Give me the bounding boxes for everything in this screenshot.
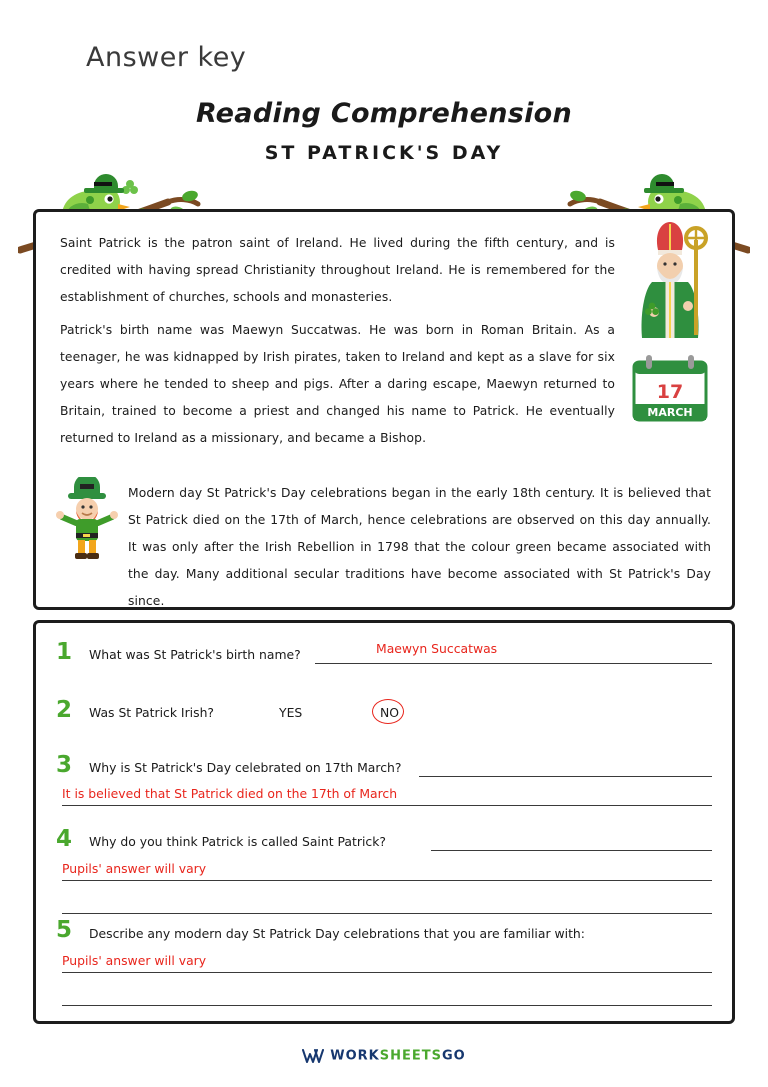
question-1-answer-line[interactable] bbox=[315, 663, 712, 664]
page-title: Answer key bbox=[86, 42, 247, 73]
question-2-option-yes[interactable]: YES bbox=[279, 705, 303, 720]
footer-brand-ork: ORK bbox=[345, 1048, 380, 1064]
worksheet-header bbox=[0, 80, 768, 198]
leprechaun-icon bbox=[54, 477, 120, 563]
worksheetsgo-logo-icon bbox=[302, 1048, 324, 1064]
question-2-number: 2 bbox=[56, 697, 73, 723]
saint-patrick-icon bbox=[624, 220, 716, 340]
worksheet-subtitle: ST PATRICK'S DAY bbox=[264, 142, 504, 164]
calendar-month-text: MARCH bbox=[647, 406, 693, 419]
question-5-answer-line-1[interactable] bbox=[62, 972, 712, 973]
question-4-number: 4 bbox=[56, 826, 73, 852]
calendar-icon bbox=[630, 352, 710, 424]
question-3-answer-line-1[interactable] bbox=[419, 776, 712, 777]
question-4-answer[interactable]: Pupils' answer will vary bbox=[62, 861, 207, 876]
footer-brand-go: GO bbox=[441, 1048, 466, 1064]
calendar-day-text: 17 bbox=[656, 381, 684, 403]
question-4-text: Why do you think Patrick is called Saint Patrick? bbox=[89, 834, 386, 849]
question-1-text: What was St Patrick's birth name? bbox=[89, 647, 301, 662]
question-3-answer[interactable]: It is believed that St Patrick died on the 17th of March bbox=[62, 786, 398, 801]
passage-paragraph-2: Patrick's birth name was Maewyn Succatwas. He was born in Roman Britain. As a teenager, he was kidnapped by Irish pirates, taken to Ireland and kept as a slave for six years where he tended to sheep and pigs. After a daring escape, Maewyn returned to Britain, trained to become a priest and changed his name to Patrick. He eventually returned to Ireland as a missionary, and became a Bishop. bbox=[60, 323, 615, 445]
footer bbox=[0, 1048, 768, 1064]
question-2-text: Was St Patrick Irish? bbox=[89, 705, 215, 720]
question-4-answer-line-3[interactable] bbox=[62, 913, 712, 914]
question-1-number: 1 bbox=[56, 639, 73, 665]
footer-brand-w: W bbox=[330, 1048, 346, 1064]
question-4-answer-line-1[interactable] bbox=[431, 850, 712, 851]
passage-paragraph-1: Saint Patrick is the patron saint of Ireland. He lived during the fifth century, and is credited with having spread Christianity throughout Ireland. He is remembered for the establishment of churches, schools and monasteries. bbox=[60, 236, 615, 304]
passage-paragraph-3: Modern day St Patrick's Day celebrations began in the early 18th century. It is believed that St Patrick died on the 17th of March, hence celebrations are observed on this day annually. It was only after the Irish Rebellion in 1798 that the colour green became associated with the day. Many additional secular traditions have become associated with St Patrick's Day since. bbox=[128, 486, 711, 608]
question-4-answer-line-2[interactable] bbox=[62, 880, 712, 881]
questions-box bbox=[33, 620, 735, 1024]
question-3-text: Why is St Patrick's Day celebrated on 17th March? bbox=[89, 760, 402, 775]
question-1-answer[interactable]: Maewyn Succatwas bbox=[376, 641, 498, 656]
question-5-text: Describe any modern day St Patrick Day celebrations that you are familiar with: bbox=[89, 926, 585, 941]
reading-passage-box bbox=[33, 209, 735, 610]
question-2-option-no[interactable]: NO bbox=[380, 705, 400, 720]
footer-brand-sheets: SHEETS bbox=[379, 1048, 442, 1064]
question-5-number: 5 bbox=[56, 917, 73, 943]
question-5-answer-line-2[interactable] bbox=[62, 1005, 712, 1006]
question-3-answer-line-2[interactable] bbox=[62, 805, 712, 806]
worksheet-title: Reading Comprehension bbox=[195, 98, 573, 129]
question-5-answer[interactable]: Pupils' answer will vary bbox=[62, 953, 207, 968]
question-3-number: 3 bbox=[56, 752, 73, 778]
